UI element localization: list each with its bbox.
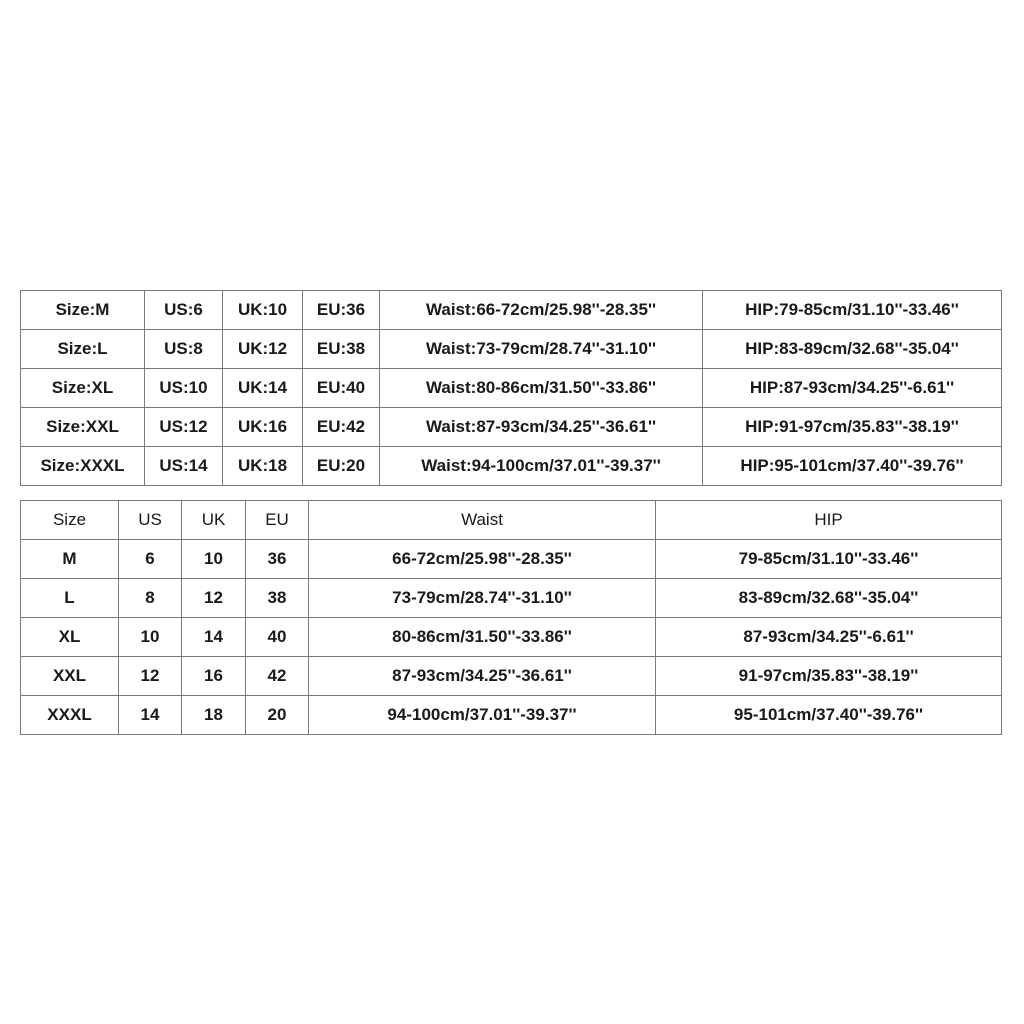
- hip-cell: HIP:87-93cm/34.25''-6.61'': [703, 369, 1002, 408]
- size-chart-combined: [20, 290, 1002, 486]
- us-cell: US:14: [145, 447, 223, 486]
- us-cell: 6: [119, 540, 182, 579]
- us-cell: US:8: [145, 330, 223, 369]
- size-cell: Size:XXXL: [21, 447, 145, 486]
- waist-cell: Waist:87-93cm/34.25''-36.61'': [380, 408, 703, 447]
- eu-cell: 42: [246, 657, 309, 696]
- eu-cell: 38: [246, 579, 309, 618]
- size-cell: Size:L: [21, 330, 145, 369]
- us-cell: US:10: [145, 369, 223, 408]
- eu-cell: EU:38: [303, 330, 380, 369]
- table-row: [21, 447, 1002, 486]
- uk-cell: UK:16: [223, 408, 303, 447]
- waist-cell: Waist:73-79cm/28.74''-31.10'': [380, 330, 703, 369]
- eu-cell: EU:40: [303, 369, 380, 408]
- hip-cell: HIP:91-97cm/35.83''-38.19'': [703, 408, 1002, 447]
- eu-cell: 40: [246, 618, 309, 657]
- us-cell: US:12: [145, 408, 223, 447]
- waist-cell: 80-86cm/31.50''-33.86'': [309, 618, 656, 657]
- waist-cell: Waist:94-100cm/37.01''-39.37'': [380, 447, 703, 486]
- uk-cell: UK:14: [223, 369, 303, 408]
- waist-cell: 66-72cm/25.98''-28.35'': [309, 540, 656, 579]
- hip-cell: 83-89cm/32.68''-35.04'': [656, 579, 1002, 618]
- table-header-row: [21, 501, 1002, 540]
- waist-header: Waist: [309, 501, 656, 540]
- size-cell: XXXL: [21, 696, 119, 735]
- hip-cell: HIP:83-89cm/32.68''-35.04'': [703, 330, 1002, 369]
- hip-cell: HIP:79-85cm/31.10''-33.46'': [703, 291, 1002, 330]
- uk-cell: 18: [182, 696, 246, 735]
- size-chart-columns: [20, 500, 1002, 735]
- uk-cell: 10: [182, 540, 246, 579]
- table-row: [21, 291, 1002, 330]
- us-cell: 10: [119, 618, 182, 657]
- uk-cell: 16: [182, 657, 246, 696]
- table-row: [21, 540, 1002, 579]
- us-cell: 12: [119, 657, 182, 696]
- table-row: [21, 330, 1002, 369]
- eu-cell: EU:42: [303, 408, 380, 447]
- size-cell: Size:M: [21, 291, 145, 330]
- size-cell: M: [21, 540, 119, 579]
- table-row: [21, 408, 1002, 447]
- uk-cell: UK:18: [223, 447, 303, 486]
- waist-cell: Waist:80-86cm/31.50''-33.86'': [380, 369, 703, 408]
- eu-cell: 20: [246, 696, 309, 735]
- eu-cell: EU:36: [303, 291, 380, 330]
- size-cell: Size:XXL: [21, 408, 145, 447]
- hip-cell: 91-97cm/35.83''-38.19'': [656, 657, 1002, 696]
- waist-cell: 73-79cm/28.74''-31.10'': [309, 579, 656, 618]
- hip-cell: 95-101cm/37.40''-39.76'': [656, 696, 1002, 735]
- size-cell: L: [21, 579, 119, 618]
- uk-cell: 14: [182, 618, 246, 657]
- uk-cell: UK:12: [223, 330, 303, 369]
- eu-header: EU: [246, 501, 309, 540]
- size-cell: XXL: [21, 657, 119, 696]
- waist-cell: Waist:66-72cm/25.98''-28.35'': [380, 291, 703, 330]
- us-header: US: [119, 501, 182, 540]
- us-cell: 14: [119, 696, 182, 735]
- table-row: [21, 618, 1002, 657]
- us-cell: 8: [119, 579, 182, 618]
- us-cell: US:6: [145, 291, 223, 330]
- uk-header: UK: [182, 501, 246, 540]
- uk-cell: 12: [182, 579, 246, 618]
- size-cell: Size:XL: [21, 369, 145, 408]
- table-row: [21, 369, 1002, 408]
- waist-cell: 87-93cm/34.25''-36.61'': [309, 657, 656, 696]
- eu-cell: 36: [246, 540, 309, 579]
- table-row: [21, 696, 1002, 735]
- hip-header: HIP: [656, 501, 1002, 540]
- hip-cell: 87-93cm/34.25''-6.61'': [656, 618, 1002, 657]
- hip-cell: HIP:95-101cm/37.40''-39.76'': [703, 447, 1002, 486]
- table-row: [21, 579, 1002, 618]
- eu-cell: EU:20: [303, 447, 380, 486]
- uk-cell: UK:10: [223, 291, 303, 330]
- table-row: [21, 657, 1002, 696]
- hip-cell: 79-85cm/31.10''-33.46'': [656, 540, 1002, 579]
- size-header: Size: [21, 501, 119, 540]
- waist-cell: 94-100cm/37.01''-39.37'': [309, 696, 656, 735]
- size-cell: XL: [21, 618, 119, 657]
